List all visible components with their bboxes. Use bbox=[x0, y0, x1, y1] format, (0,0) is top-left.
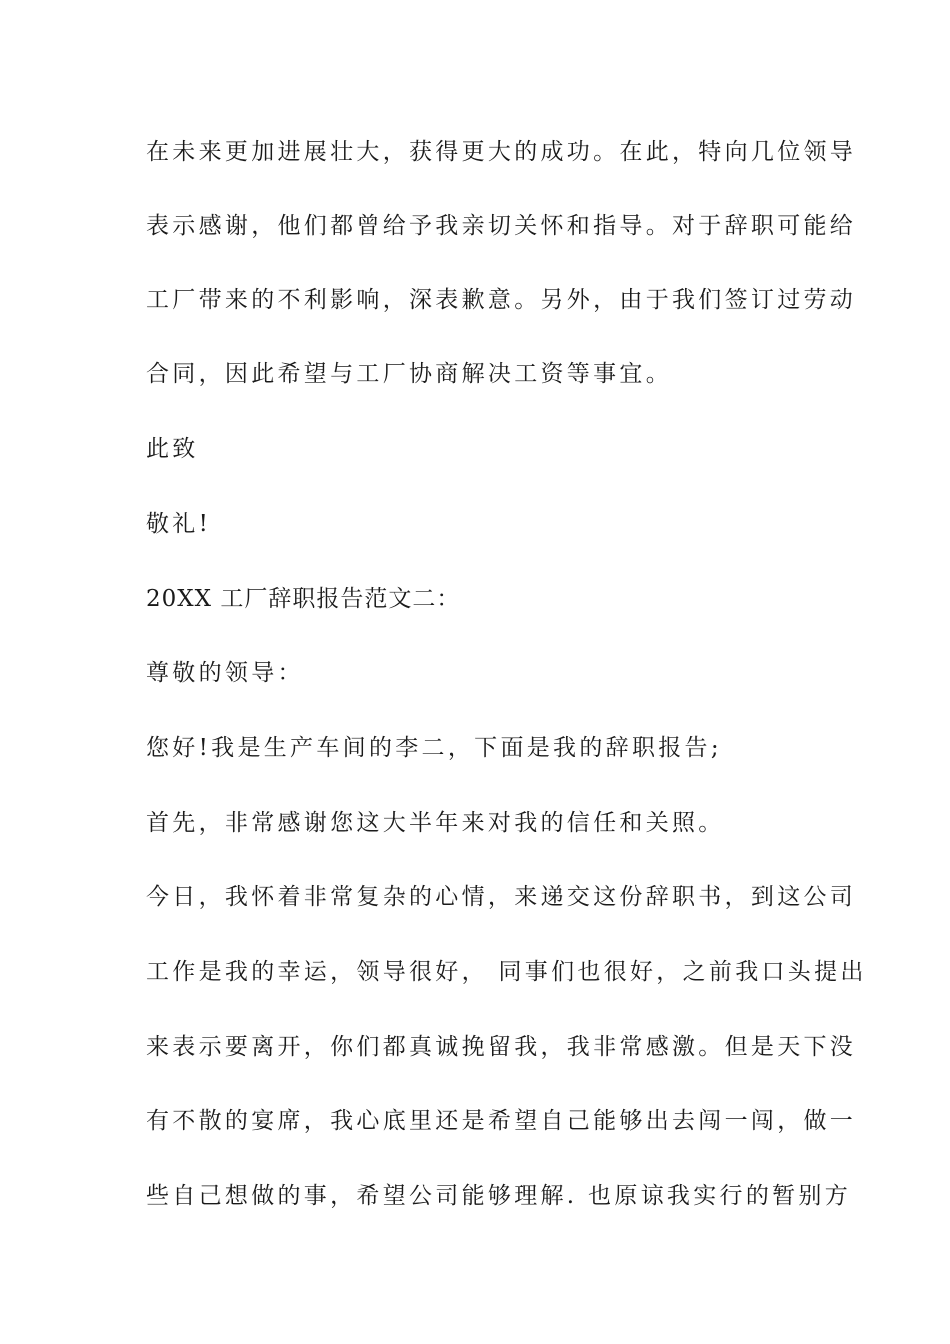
body-text-line: 合同，因此希望与工厂协商解决工资等事宜。 bbox=[146, 361, 672, 387]
body-text-line: 来表示要离开，你们都真诚挽留我，我非常感激。但是天下没 bbox=[146, 1034, 857, 1060]
body-text-line: 您好!我是生产车间的李二，下面是我的辞职报告; bbox=[146, 735, 722, 761]
body-text-line: 首先，非常感谢您这大半年来对我的信任和关照。 bbox=[146, 810, 725, 836]
body-text-line: 工作是我的幸运，领导很好， 同事们也很好，之前我口头提出 bbox=[146, 959, 867, 985]
closing-regards: 敬礼! bbox=[146, 511, 212, 537]
body-text-line: 在未来更加进展壮大，获得更大的成功。在此，特向几位领导 bbox=[146, 139, 857, 165]
body-text-line: 工厂带来的不利影响，深表歉意。另外，由于我们签订过劳动 bbox=[146, 287, 857, 313]
body-text-line: 表示感谢，他们都曾给予我亲切关怀和指导。对于辞职可能给 bbox=[146, 213, 857, 239]
body-text-line: 今日，我怀着非常复杂的心情，来递交这份辞职书，到这公司 bbox=[146, 884, 857, 910]
closing-salutation: 此致 bbox=[146, 436, 199, 462]
section-heading: 20XX 工厂辞职报告范文二： bbox=[146, 586, 461, 612]
greeting: 尊敬的领导： bbox=[146, 660, 304, 686]
body-text-line: 有不散的宴席，我心底里还是希望自己能够出去闯一闯，做一 bbox=[146, 1108, 857, 1134]
body-text-line: 些自己想做的事，希望公司能够理解. 也原谅我实行的暂别方 bbox=[146, 1183, 852, 1209]
